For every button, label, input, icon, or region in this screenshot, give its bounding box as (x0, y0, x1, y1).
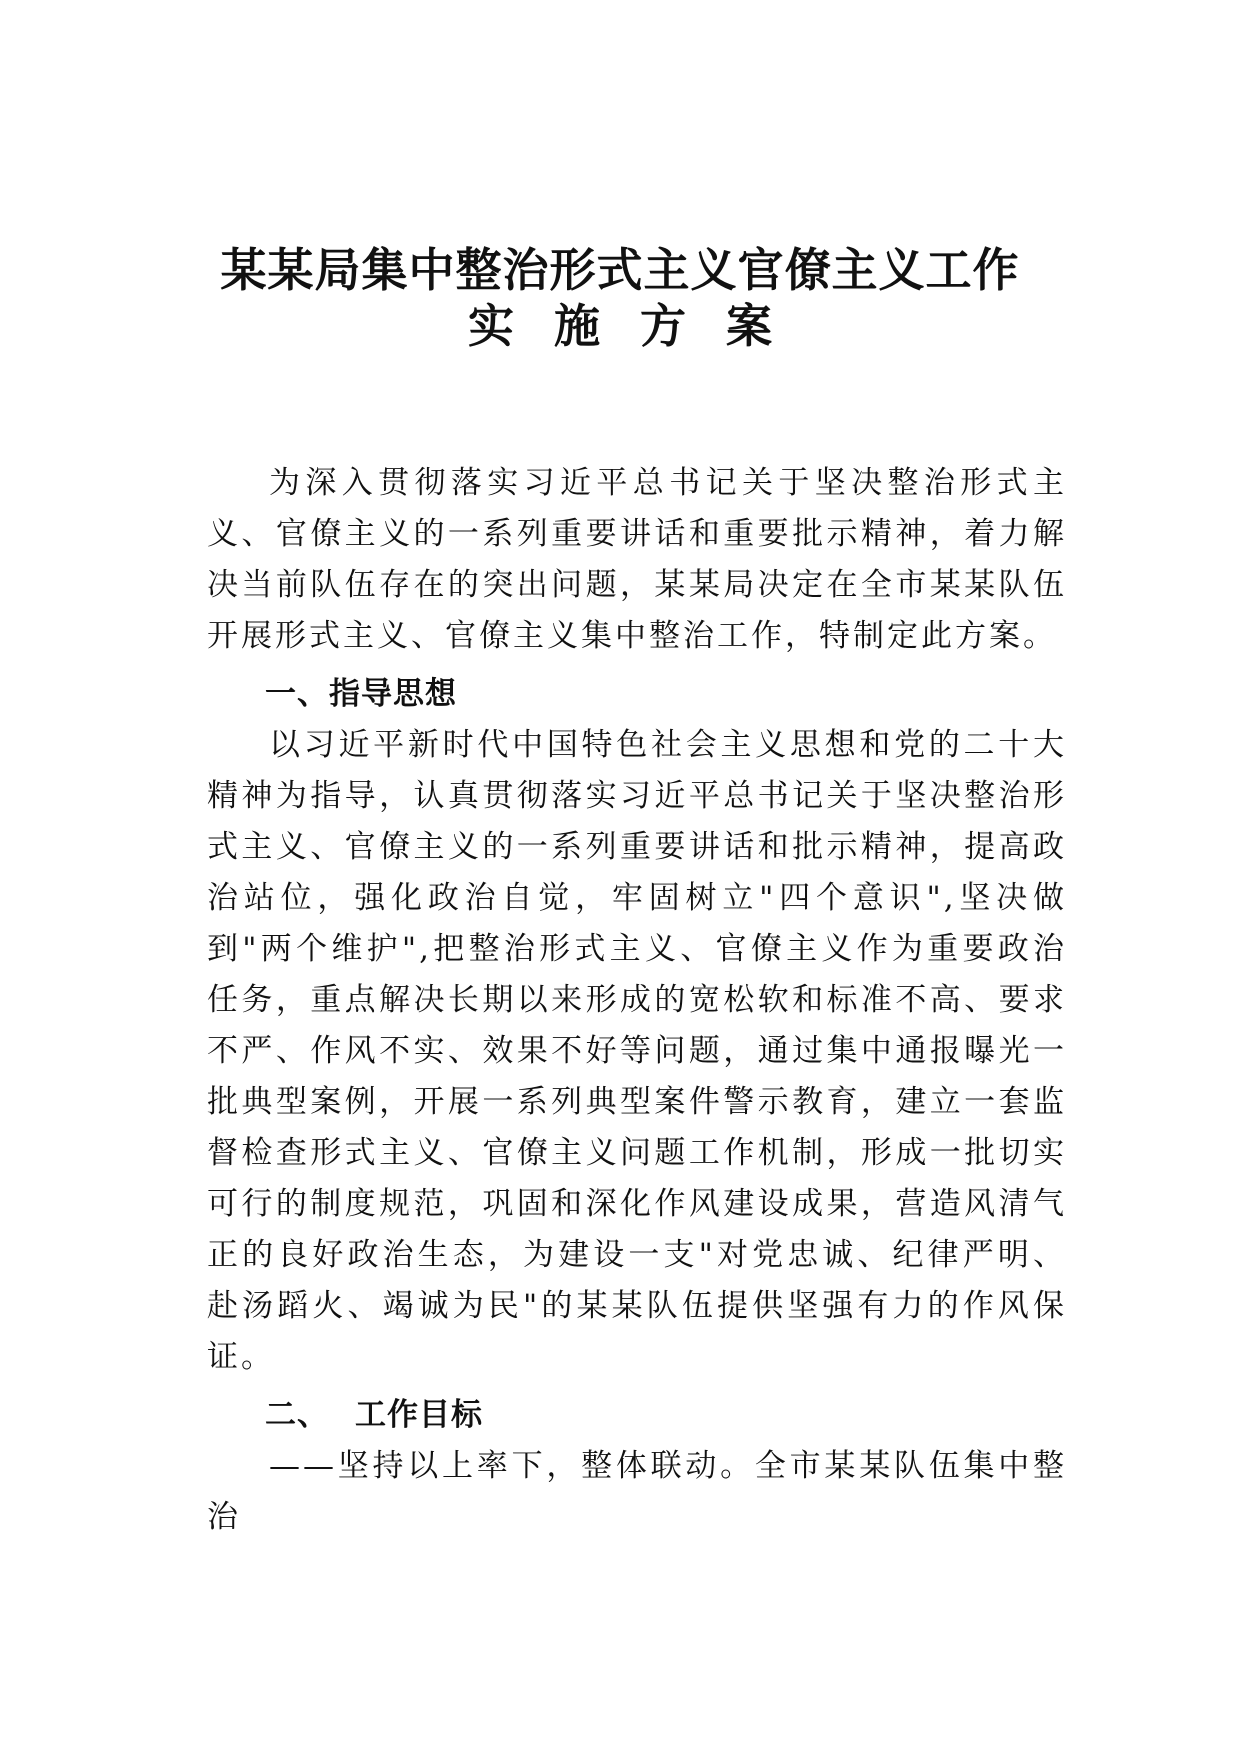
document-body (207, 458, 1067, 1543)
document-title: 某某局集中整治形式主义官僚主义工作 (220, 243, 1020, 297)
document-subtitle: 实施方案 (468, 299, 812, 353)
section-heading-work-goals (207, 1389, 1067, 1441)
intro-paragraph: 为深入贯彻落实习近平总书记关于坚决整治形式主义、官僚主义的一系列重要讲话和重要批示精神，着力解决当前队伍存在的突出问题，某某局决定在全市某某队伍开展形式主义、官僚主义集中整治工作，特制定此方案。 (207, 465, 1067, 654)
section-heading-text: 工作目标 (355, 1397, 483, 1433)
section-heading-number: 二、 (265, 1397, 329, 1433)
section-paragraph-guiding-ideology: 以习近平新时代中国特色社会主义思想和党的二十大精神为指导，认真贯彻落实习近平总书记关于坚决整治形式主义、官僚主义的一系列重要讲话和批示精神，提高政治站位，强化政治自觉，牢固树立"四个意识",坚决做到"两个维护",把整治形式主义、官僚主义作为重要政治任务，重点解决长期以来形成的宽松软和标准不高、要求不严、作风不实、效果不好等问题，通过集中通报曝光一批典型案例，开展一系列典型案件警示教育，建立一套监督检查形式主义、官僚主义问题工作机制，形成一批切实可行的制度规范，巩固和深化作风建设成果，营造风清气正的良好政治生态，为建设一支"对党忠诚、纪律严明、赴汤蹈火、竭诚为民"的某某队伍提供坚强有力的作风保证。 (207, 727, 1067, 1375)
section-paragraph-work-goals: ——坚持以上率下，整体联动。全市某某队伍集中整治 (207, 1448, 1067, 1535)
section-heading-guiding-ideology: 一、指导思想 (265, 676, 457, 712)
